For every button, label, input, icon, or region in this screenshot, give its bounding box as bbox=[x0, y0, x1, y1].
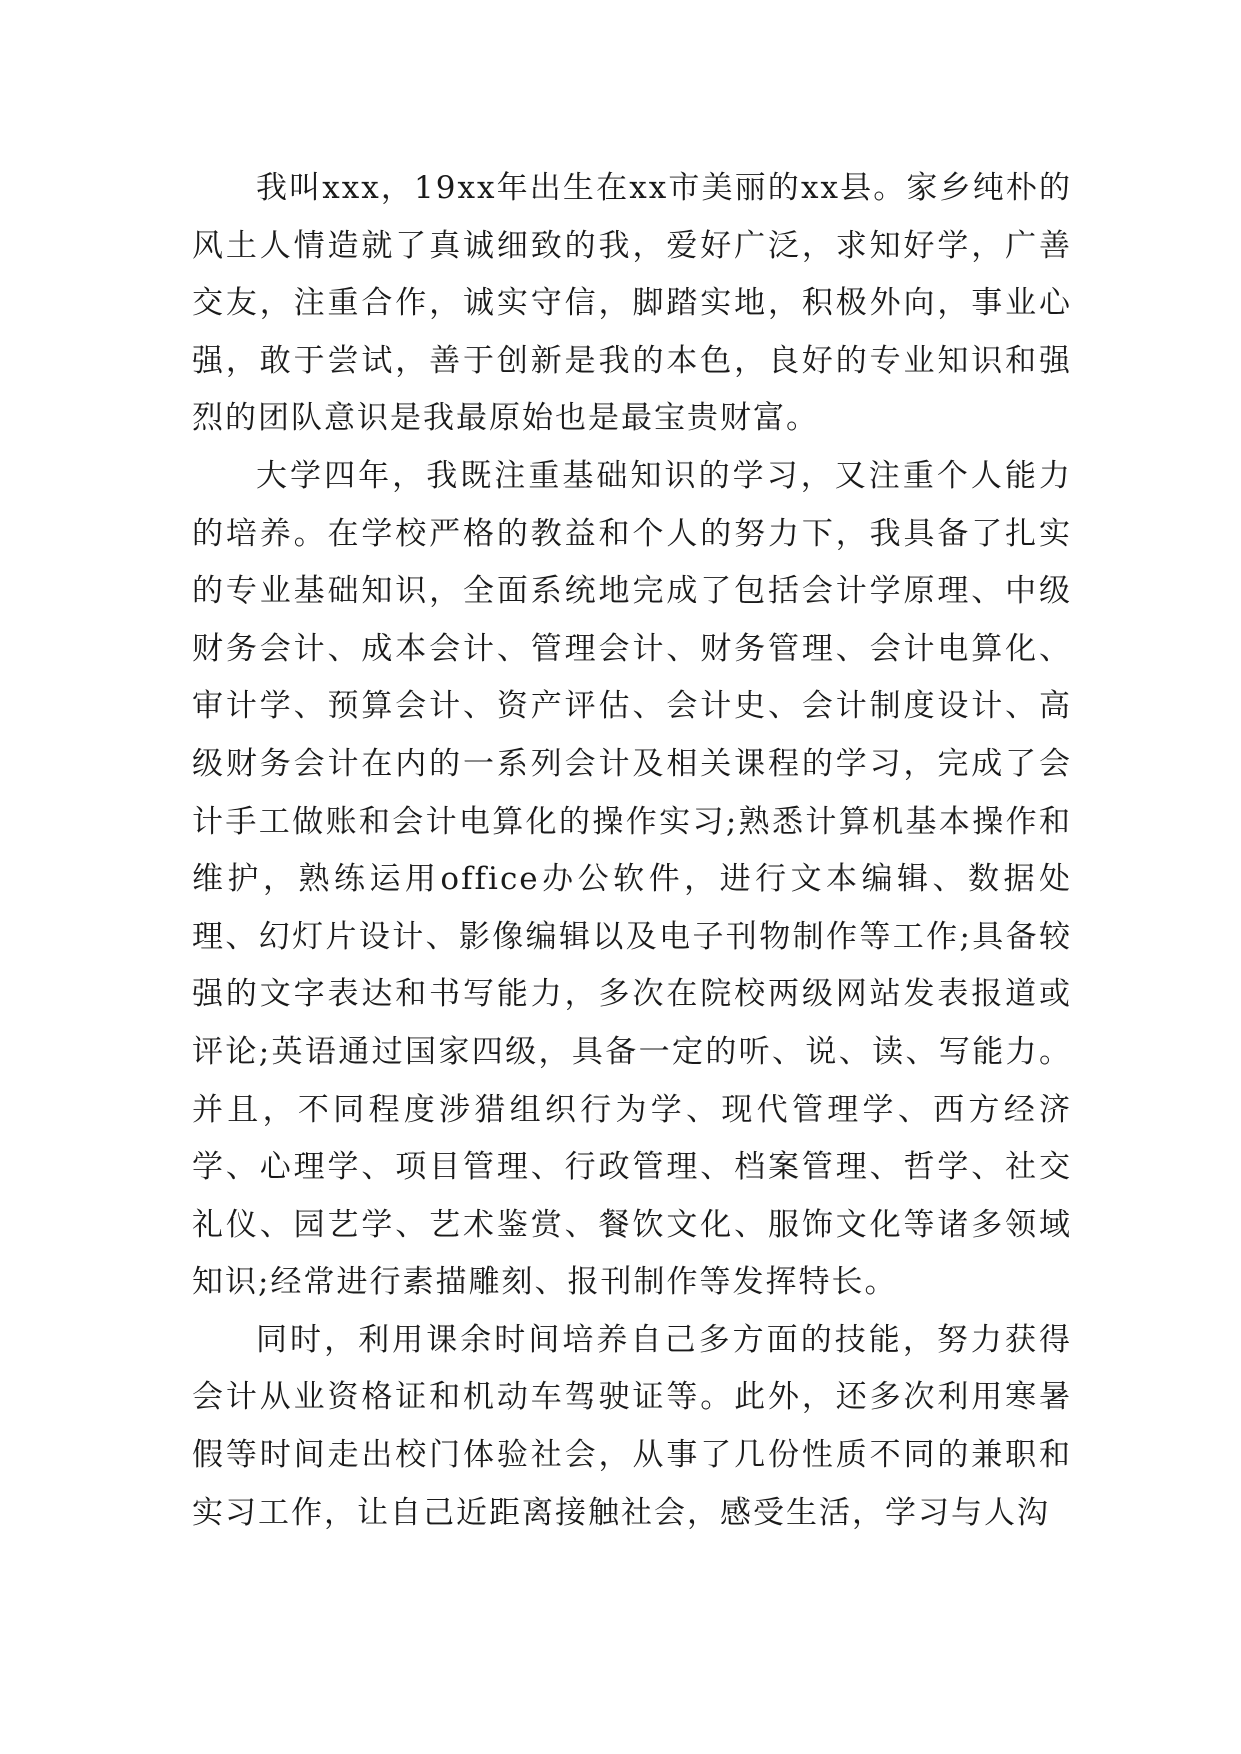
paragraph-skills: 同时，利用课余时间培养自己多方面的技能，努力获得会计从业资格证和机动车驾驶证等。此外，还多次利用寒暑假等时间走出校门体验社会，从事了几份性质不同的兼职和实习工作，让自己近距离接触社会，感受生活，学习与人沟 bbox=[192, 1321, 1072, 1531]
paragraph-intro: 我叫xxx，19xx年出生在xx市美丽的xx县。家乡纯朴的风土人情造就了真诚细致的我，爱好广泛，求知好学，广善交友，注重合作，诚实守信，脚踏实地，积极外向，事业心强，敢于尝试，善于创新是我的本色，良好的专业知识和强烈的团队意识是我最原始也是最宝贵财富。 bbox=[192, 170, 1072, 437]
document-body bbox=[192, 160, 1072, 1542]
paragraph-university: 大学四年，我既注重基础知识的学习，又注重个人能力的培养。在学校严格的教益和个人的努力下，我具备了扎实的专业基础知识，全面系统地完成了包括会计学原理、中级财务会计、成本会计、管理会计、财务管理、会计电算化、审计学、预算会计、资产评估、会计史、会计制度设计、高级财务会计在内的一系列会计及相关课程的学习，完成了会计手工做账和会计电算化的操作实习;熟悉计算机基本操作和维护，熟练运用office办公软件，进行文本编辑、数据处理、幻灯片设计、影像编辑以及电子刊物制作等工作;具备较强的文字表达和书写能力，多次在院校两级网站发表报道或评论;英语通过国家四级，具备一定的听、说、读、写能力。并且，不同程度涉猎组织行为学、现代管理学、西方经济学、心理学、项目管理、行政管理、档案管理、哲学、社交礼仪、园艺学、艺术鉴赏、餐饮文化、服饰文化等诸多领域知识;经常进行素描雕刻、报刊制作等发挥特长。 bbox=[192, 457, 1072, 1301]
